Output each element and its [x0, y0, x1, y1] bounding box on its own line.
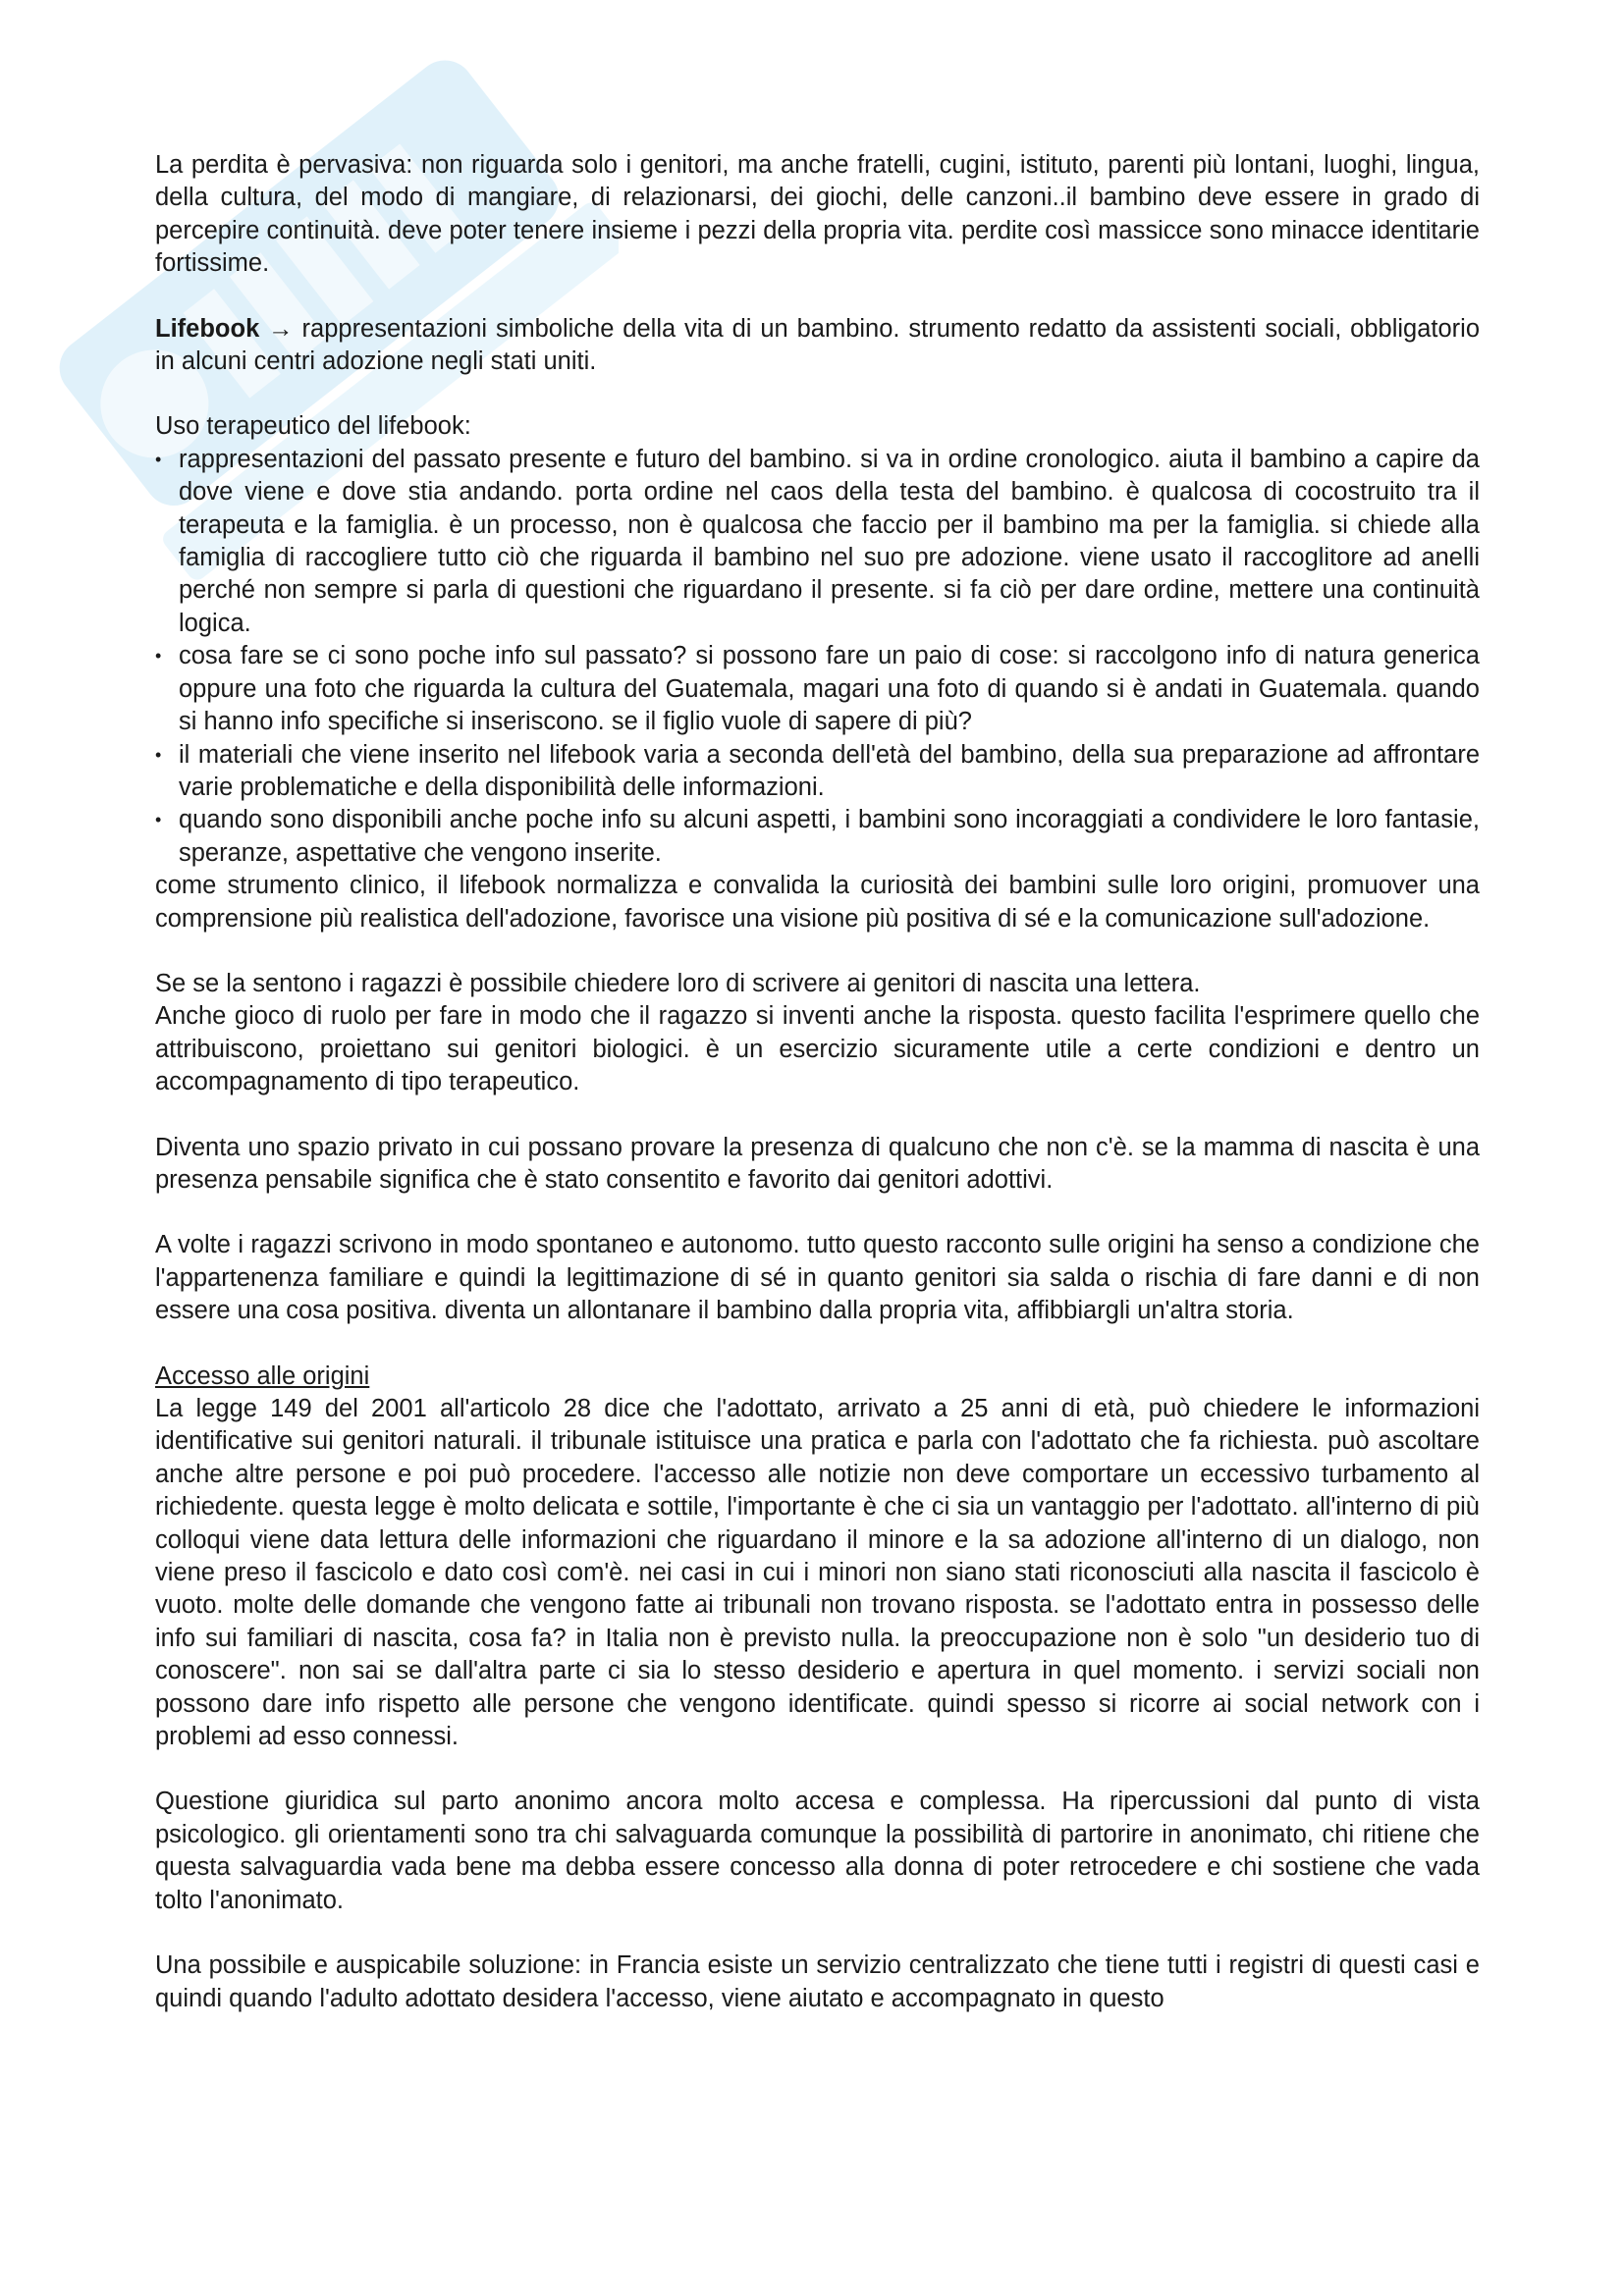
paragraph-a-volte: A volte i ragazzi scrivono in modo spontaneo e autonomo. tutto questo racconto sulle origini ha senso a condizione che l'appartenenza familiare e quindi la legittimazione di sé in quanto genitori sia salda o rischia di fare danni e di non essere una cosa positiva. diventa un allontanare il bambino dalla propria vita, affibbiargli un'altra storia.	[155, 1231, 1480, 1325]
lifebook-term: Lifebook	[155, 314, 260, 343]
uso-heading: Uso terapeutico del lifebook:	[155, 412, 471, 441]
paragraph-perdita: La perdita è pervasiva: non riguarda solo i genitori, ma anche fratelli, cugini, istituto, parenti più lontani, luoghi, lingua, della cultura, del modo di mangiare, di relazionarsi, dei giochi, delle canzoni..il bambino deve essere in grado di percepire continuità. deve poter tenere insieme i pezzi della propria vita. perdite così massicce sono minacce identitarie fortissime.	[155, 151, 1480, 278]
lifebook-definition: rappresentazioni simboliche della vita di un bambino. strumento redatto da assistenti sociali, obbligatorio in alcuni centri adozione negli stati uniti.	[155, 314, 1480, 376]
paragraph-clinico: come strumento clinico, il lifebook normalizza e convalida la curiosità dei bambini sulle loro origini, promuover una comprensione più realistica dell'adozione, favorisce una visione più positiva di sé e la comunicazione sull'adozione.	[155, 872, 1480, 933]
paragraph-spazio: Diventa uno spazio privato in cui possano provare la presenza di qualcuno che non c'è. se la mamma di nascita è una presenza pensabile significa che è stato consentito e favorito dai genitori adottivi.	[155, 1133, 1480, 1194]
list-item: • quando sono disponibili anche poche info su alcuni aspetti, i bambini sono incoraggiati a condividere le loro fantasie, speranze, aspettative che vengono inserite.	[155, 804, 1480, 870]
arrow-icon: →	[268, 314, 294, 343]
list-item: • il materiali che viene inserito nel lifebook varia a seconda dell'età del bambino, della sua preparazione ad affrontare varie problematiche e della disponibilità delle informazioni.	[155, 739, 1480, 805]
bullet-list	[155, 444, 1480, 870]
paragraph-legge: La legge 149 del 2001 all'articolo 28 dice che l'adottato, arrivato a 25 anni di età, può chiedere le informazioni identificative sui genitori naturali. il tribunale istituisce una pratica e parla con l'adottato che fa richiesta. può ascoltare anche altre persone e poi può procedere. l'accesso alle notizie non deve comportare un eccessivo turbamento al richiedente. questa legge è molto delicata e sottile, l'importante è che ci sia un vantaggio per l'adottato. all'interno di più colloqui viene data lettura delle informazioni che riguardano il minore e la sa adozione all'interno di un dialogo, non viene preso il fascicolo e dato così com'è. nei casi in cui i minori non siano stati riconosciuti alla nascita il fascicolo è vuoto. molte delle domande che vengono fatte ai tribunali non trovano risposta. se l'adottato entra in possesso delle info sui familiari di nascita, cosa fa? in Italia non è previsto nulla. la preoccupazione non è solo "un desiderio tuo di conoscere". non sai se dall'altra parte ci sia lo stesso desiderio e apertura in quel momento. i servizi sociali non possono dare info rispetto alle persone che vengono identificate. quindi spesso si ricorre ai social network con i problemi ad esso connessi.	[155, 1395, 1480, 1751]
paragraph-questione: Questione giuridica sul parto anonimo ancora molto accesa e complessa. Ha ripercussioni dal punto di vista psicologico. gli orientamenti sono tra chi salvaguarda comunque la possibilità di partorire in anonimato, chi ritiene che questa salvaguardia vada bene ma debba essere concesso alla donna di poter retrocedere e chi sostiene che vada tolto l'anonimato.	[155, 1788, 1480, 1914]
accesso-heading: Accesso alle origini	[155, 1362, 370, 1390]
document-body	[155, 149, 1480, 2015]
paragraph-gioco-ruolo: Anche gioco di ruolo per fare in modo che il ragazzo si inventi anche la risposta. questo facilita l'esprimere quello che attribuiscono, proiettano sui genitori biologici. è un esercizio sicuramente utile a certe condizioni e dentro un accompagnamento di tipo terapeutico.	[155, 1002, 1480, 1096]
paragraph-lifebook	[155, 313, 1480, 379]
paragraph-lettera: Se se la sentono i ragazzi è possibile chiedere loro di scrivere ai genitori di nascita una lettera.	[155, 969, 1201, 997]
list-item: • cosa fare se ci sono poche info sul passato? si possono fare un paio di cose: si raccolgono info di natura generica oppure una foto che riguarda la cultura del Guatemala, magari una foto di quando si è andati in Guatemala. quando si hanno info specifiche si inseriscono. se il figlio vuole di sapere di più?	[155, 640, 1480, 738]
paragraph-soluzione: Una possibile e auspicabile soluzione: in Francia esiste un servizio centralizzato che tiene tutti i registri di questi casi e quindi quando l'adulto adottato desidera l'accesso, viene aiutato e accompagnato in questo	[155, 1951, 1480, 2012]
list-item: • rappresentazioni del passato presente e futuro del bambino. si va in ordine cronologico. aiuta il bambino a capire da dove viene e dove stia andando. porta ordine nel caos della testa del bambino. è qualcosa di cocostruito tra il terapeuta e la famiglia. è un processo, non è qualcosa che faccio per il bambino ma per la famiglia. si chiede alla famiglia di raccogliere tutto ciò che riguarda il bambino nel suo pre adozione. viene usato il raccoglitore ad anelli perché non sempre si parla di questioni che riguardano il presente. si fa ciò per dare ordine, mettere una continuità logica.	[155, 444, 1480, 640]
